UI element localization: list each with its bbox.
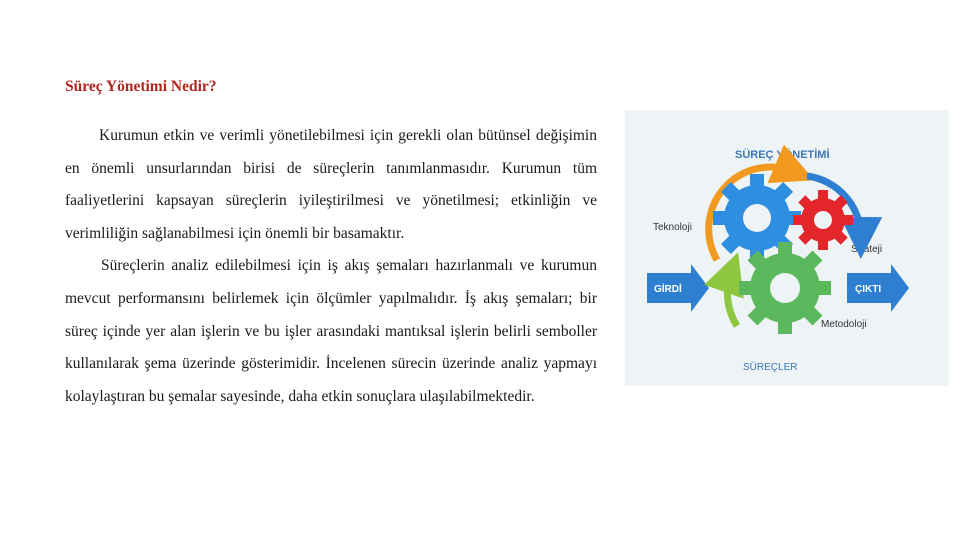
label-teknoloji: Teknoloji <box>653 222 692 233</box>
input-arrow <box>647 264 709 312</box>
label-girdi: GİRDİ <box>654 284 682 295</box>
gear-red-icon <box>793 190 853 250</box>
green-cycle-arrow <box>727 272 737 326</box>
diagram-svg <box>625 110 949 386</box>
label-cikti: ÇIKTI <box>855 284 882 295</box>
label-surecler: SÜREÇLER <box>743 362 798 373</box>
process-management-diagram <box>625 110 949 386</box>
gear-green-icon <box>739 242 831 334</box>
body-text <box>65 120 597 413</box>
label-strateji: Strateji <box>851 244 883 255</box>
paragraph-1: Kurumun etkin ve verimli yönetilebilmesi için gerekli olan bütünsel değişimin en önemli unsurlarından birisi de süreçlerin tanımlanmasıdır. Kurumun tüm faaliyetlerini kapsayan süreçlerin iyileştirilmesi ve yönetilmesi; etkinliğin ve verimliliğin sağlanabilmesi için önemli bir basamaktır. <box>65 127 597 242</box>
page-title: Süreç Yönetimi Nedir? <box>65 78 217 95</box>
paragraph-2: Süreçlerin analiz edilebilmesi için iş akış şemaları hazırlanmalı ve kurumun mevcut performansını belirlemek için ölçümler yapılmalıdır. İş akış şemaları; bir süreç içinde yer alan işlerin ve bu işler arasındaki mantıksal işlerin belirli semboller kullanılarak şema üzerinde gösterimidir. İncelenen sürecin üzerinde analiz yapmayı kolaylaştıran bu şemalar sayesinde, daha etkin sonuçlara ulaşılabilmektedir. <box>65 257 597 405</box>
output-arrow <box>847 264 909 312</box>
label-surec-yonetimi: SÜREÇ YÖNETİMİ <box>735 149 830 161</box>
label-metodoloji: Metodoloji <box>821 319 867 330</box>
